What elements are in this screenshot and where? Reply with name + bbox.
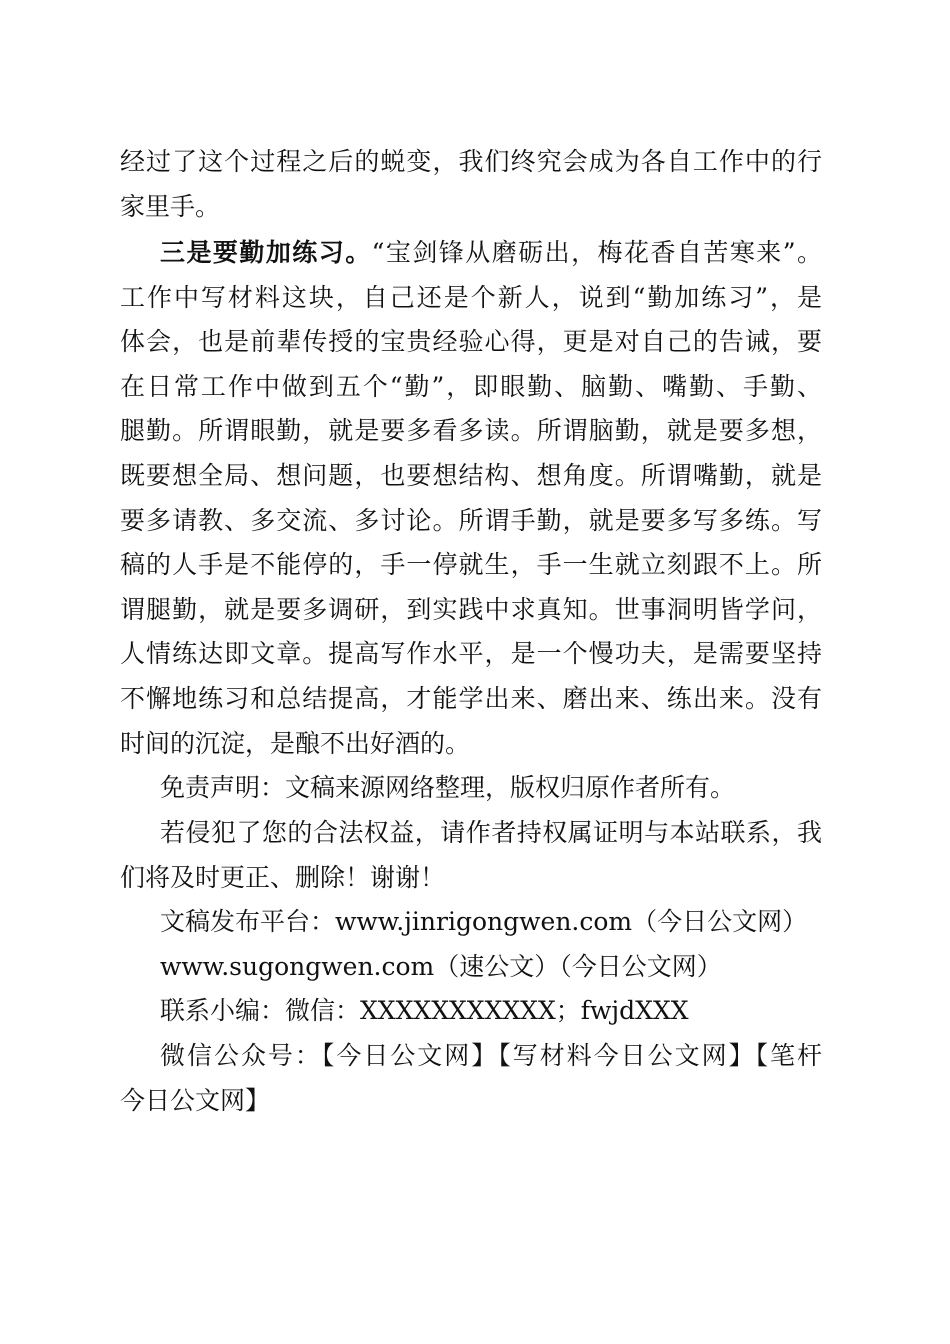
infringement-line-1: 若侵犯了您的合法权益，请作者持权属证明与本站联系，我 — [160, 818, 822, 847]
platform-line: 文稿发布平台：www.jinrigongwen.com（今日公文网） — [160, 907, 808, 936]
body-line-9: 要多请教、多交流、多讨论。所谓手勤，就是要多写多练。写 — [120, 506, 822, 535]
disclaimer-line: 免责声明：文稿来源网络整理，版权归原作者所有。 — [160, 773, 736, 802]
body-line-1: 经过了这个过程之后的蜕变，我们终究会成为各自工作中的行 — [120, 147, 822, 176]
body-line-7: 腿勤。所谓眼勤，就是要多看多读。所谓脑勤，就是要多想， — [120, 416, 822, 445]
infringement-line-2: 们将及时更正、删除！谢谢！ — [120, 863, 446, 892]
body-line-14: 时间的沉淀，是酿不出好酒的。 — [120, 729, 471, 758]
wechat-account-line-1: 微信公众号：【今日公文网】【写材料今日公文网】【笔杆 — [160, 1041, 822, 1070]
section-quote: “宝剑锋从磨砺出，梅花香自苦寒来”。 — [371, 238, 822, 267]
website-line: www.sugongwen.com（速公文）（今日公文网） — [160, 952, 722, 981]
contact-line: 联系小编：微信：XXXXXXXXXXX；fwjdXXX — [160, 996, 689, 1025]
body-line-11: 谓腿勤，就是要多调研，到实践中求真知。世事洞明皆学问， — [120, 595, 822, 624]
section-heading: 三是要勤加练习。 — [160, 238, 372, 267]
wechat-account-line-2: 今日公文网】 — [120, 1086, 271, 1115]
body-line-4: 工作中写材料这块，自己还是个新人，说到“勤加练习”，是 — [120, 283, 822, 312]
body-line-8: 既要想全局、想问题，也要想结构、想角度。所谓嘴勤，就是 — [120, 461, 822, 490]
body-line-2: 家里手。 — [120, 192, 221, 221]
body-line-13: 不懈地练习和总结提高，才能学出来、磨出来、练出来。没有 — [120, 684, 822, 713]
body-line-12: 人情练达即文章。提高写作水平，是一个慢功夫，是需要坚持 — [120, 639, 822, 668]
body-line-5: 体会，也是前辈传授的宝贵经验心得，更是对自己的告诫，要 — [120, 327, 822, 356]
section-heading-line — [160, 236, 822, 270]
body-line-10: 稿的人手是不能停的，手一停就生，手一生就立刻跟不上。所 — [120, 550, 822, 579]
body-line-6: 在日常工作中做到五个“勤”，即眼勤、脑勤、嘴勤、手勤、 — [120, 372, 822, 401]
